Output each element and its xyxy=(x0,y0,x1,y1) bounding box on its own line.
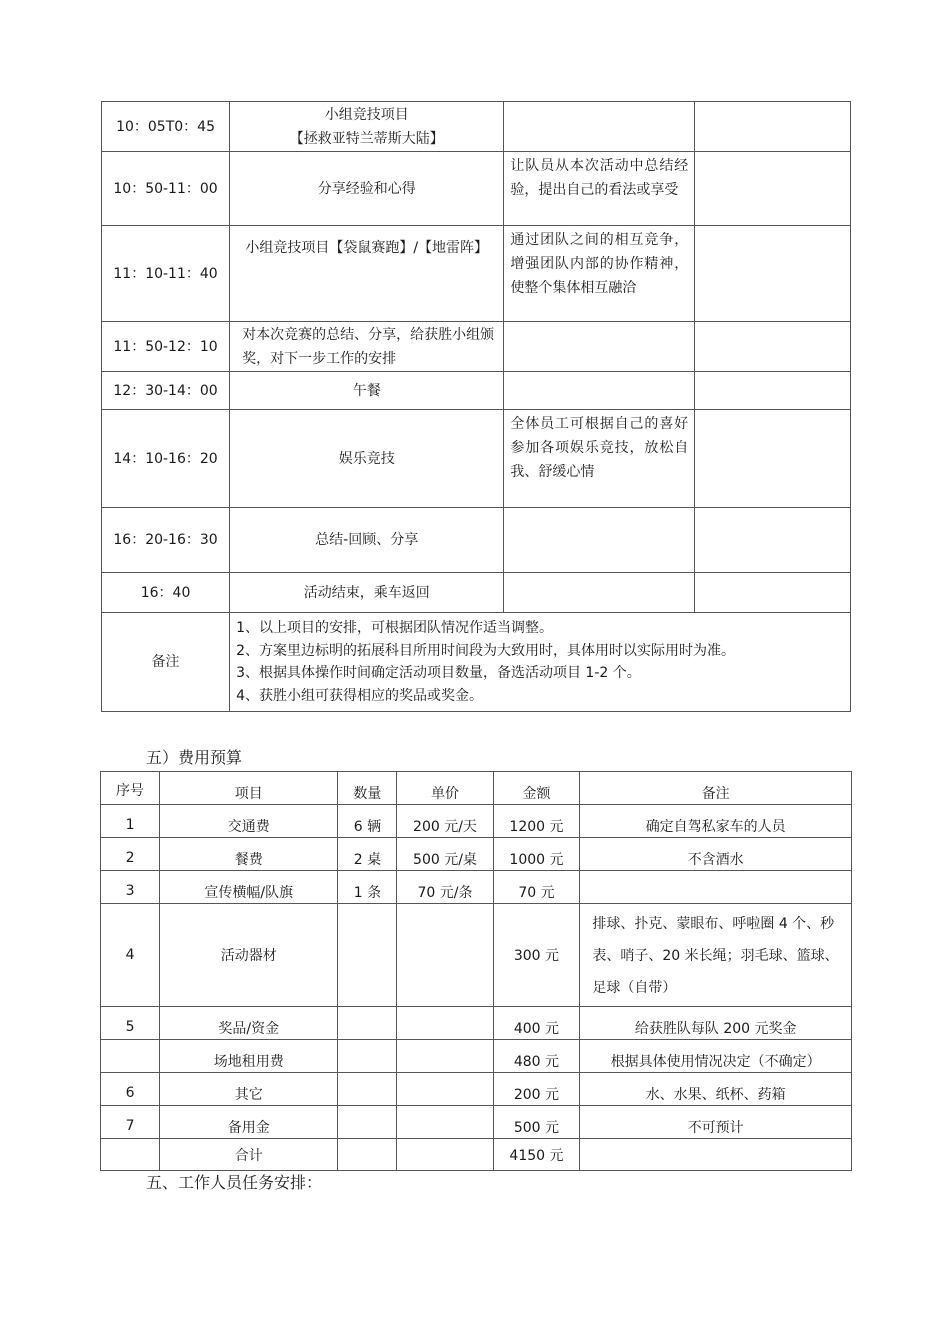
schedule-row xyxy=(102,152,851,226)
budget-item: 奖品/资金 xyxy=(160,1007,338,1040)
schedule-notes-row xyxy=(102,613,851,712)
budget-price: 70 元/条 xyxy=(397,871,493,904)
schedule-time: 14：10-16：20 xyxy=(102,410,230,508)
schedule-item xyxy=(230,102,504,152)
schedule-goal: 全体员工可根据自己的喜好参加各项娱乐竞技，放松自我、舒缓心情 xyxy=(504,410,695,508)
budget-no: 5 xyxy=(101,1007,160,1040)
schedule-item: 活动结束，乘车返回 xyxy=(230,573,504,613)
note-line: 4、获胜小组可获得相应的奖品或奖金。 xyxy=(236,687,483,704)
budget-amount: 1200 元 xyxy=(493,805,580,838)
budget-item: 备用金 xyxy=(160,1106,338,1139)
budget-price xyxy=(397,1106,493,1139)
budget-item: 场地租用费 xyxy=(160,1040,338,1073)
schedule-goal: 通过团队之间的相互竞争，增强团队内部的协作精神，使整个集体相互融洽 xyxy=(504,226,695,322)
notes-content xyxy=(230,613,851,712)
budget-qty xyxy=(338,1106,397,1139)
budget-table xyxy=(100,771,852,1171)
schedule-extra xyxy=(695,410,851,508)
schedule-goal xyxy=(504,322,695,372)
schedule-time: 12：30-14：00 xyxy=(102,372,230,410)
schedule-item: 午餐 xyxy=(230,372,504,410)
schedule-extra xyxy=(695,508,851,573)
budget-row xyxy=(101,838,852,871)
budget-row xyxy=(101,904,852,1007)
header-cell: 备注 xyxy=(580,772,852,805)
schedule-extra xyxy=(695,573,851,613)
note-line: 1、以上项目的安排，可根据团队情况作适当调整。 xyxy=(236,620,553,636)
schedule-item: 小组竞技项目【袋鼠赛跑】/【地雷阵】 xyxy=(230,226,504,322)
total-amount: 4150 元 xyxy=(493,1139,580,1171)
header-cell: 金额 xyxy=(493,772,580,805)
budget-row xyxy=(101,1007,852,1040)
budget-note: 根据具体使用情况决定（不确定） xyxy=(580,1040,852,1073)
schedule-goal xyxy=(504,573,695,613)
budget-item: 交通费 xyxy=(160,805,338,838)
budget-item: 宣传横幅/队旗 xyxy=(160,871,338,904)
budget-amount: 480 元 xyxy=(493,1040,580,1073)
budget-note: 给获胜队每队 200 元奖金 xyxy=(580,1007,852,1040)
budget-qty: 6 辆 xyxy=(338,805,397,838)
budget-no: 2 xyxy=(101,838,160,871)
budget-price xyxy=(397,1040,493,1073)
budget-qty xyxy=(338,904,397,1007)
budget-price xyxy=(397,904,493,1007)
budget-item: 餐费 xyxy=(160,838,338,871)
schedule-extra xyxy=(695,226,851,322)
budget-note: 水、水果、纸杯、药箱 xyxy=(580,1073,852,1106)
schedule-item-line: 小组竞技项目 xyxy=(324,106,409,123)
schedule-goal xyxy=(504,102,695,152)
note-line: 3、根据具体操作时间确定活动项目数量，备选活动项目 1-2 个。 xyxy=(236,665,641,681)
budget-note: 不可预计 xyxy=(580,1106,852,1139)
schedule-item: 娱乐竞技 xyxy=(230,410,504,508)
budget-note: 排球、扑克、蒙眼布、呼啦圈 4 个、秒表、哨子、20 米长绳；羽毛球、篮球、足球（自带） xyxy=(580,904,852,1007)
header-cell: 项目 xyxy=(160,772,338,805)
budget-amount: 200 元 xyxy=(493,1073,580,1106)
total-label: 合计 xyxy=(160,1139,338,1171)
header-cell: 单价 xyxy=(397,772,493,805)
budget-total-row xyxy=(101,1139,852,1171)
schedule-row xyxy=(102,226,851,322)
budget-note: 确定自驾私家车的人员 xyxy=(580,805,852,838)
schedule-time: 11：50-12：10 xyxy=(102,322,230,372)
budget-amount: 400 元 xyxy=(493,1007,580,1040)
budget-note: 不含酒水 xyxy=(580,838,852,871)
schedule-row xyxy=(102,102,851,152)
budget-price xyxy=(397,1073,493,1106)
total-empty xyxy=(397,1139,493,1171)
budget-amount: 500 元 xyxy=(493,1106,580,1139)
schedule-row xyxy=(102,508,851,573)
schedule-row xyxy=(102,322,851,372)
header-cell: 序号 xyxy=(101,772,160,805)
budget-row xyxy=(101,871,852,904)
budget-header-row xyxy=(101,772,852,805)
budget-item: 其它 xyxy=(160,1073,338,1106)
schedule-item: 总结-回顾、分享 xyxy=(230,508,504,573)
budget-item: 活动器材 xyxy=(160,904,338,1007)
schedule-extra xyxy=(695,102,851,152)
budget-qty: 1 条 xyxy=(338,871,397,904)
budget-no xyxy=(101,1040,160,1073)
budget-no: 4 xyxy=(101,904,160,1007)
budget-amount: 1000 元 xyxy=(493,838,580,871)
budget-amount: 300 元 xyxy=(493,904,580,1007)
budget-price: 200 元/天 xyxy=(397,805,493,838)
budget-heading: 五）费用预算 xyxy=(146,748,243,767)
schedule-item-line: 【拯救亚特兰蒂斯大陆】 xyxy=(289,130,444,147)
budget-amount: 70 元 xyxy=(493,871,580,904)
schedule-time: 11：10-11：40 xyxy=(102,226,230,322)
budget-no: 7 xyxy=(101,1106,160,1139)
schedule-extra xyxy=(695,372,851,410)
schedule-row xyxy=(102,410,851,508)
budget-no: 3 xyxy=(101,871,160,904)
total-empty xyxy=(580,1139,852,1171)
schedule-time: 16：40 xyxy=(102,573,230,613)
budget-no: 6 xyxy=(101,1073,160,1106)
schedule-item: 对本次竞赛的总结、分享，给获胜小组颁奖，对下一步工作的安排 xyxy=(230,322,504,372)
total-empty xyxy=(101,1139,160,1171)
schedule-time: 10：05T0：45 xyxy=(102,102,230,152)
budget-price xyxy=(397,1007,493,1040)
schedule-extra xyxy=(695,152,851,226)
budget-row xyxy=(101,1073,852,1106)
budget-qty xyxy=(338,1007,397,1040)
notes-label: 备注 xyxy=(102,613,230,712)
budget-no: 1 xyxy=(101,805,160,838)
schedule-goal: 让队员从本次活动中总结经验，提出自己的看法或享受 xyxy=(504,152,695,226)
staff-heading: 五、工作人员任务安排： xyxy=(146,1173,323,1192)
schedule-extra xyxy=(695,322,851,372)
budget-price: 500 元/桌 xyxy=(397,838,493,871)
budget-row xyxy=(101,1106,852,1139)
schedule-row xyxy=(102,573,851,613)
budget-qty xyxy=(338,1073,397,1106)
budget-note xyxy=(580,871,852,904)
schedule-time: 10：50-11：00 xyxy=(102,152,230,226)
note-line: 2、方案里边标明的拓展科目所用时间段为大致用时，具体用时以实际用时为准。 xyxy=(236,642,735,659)
budget-row xyxy=(101,805,852,838)
schedule-table xyxy=(101,101,851,712)
header-cell: 数量 xyxy=(338,772,397,805)
schedule-time: 16：20-16：30 xyxy=(102,508,230,573)
budget-qty xyxy=(338,1040,397,1073)
schedule-goal xyxy=(504,372,695,410)
schedule-goal xyxy=(504,508,695,573)
budget-row xyxy=(101,1040,852,1073)
total-empty xyxy=(338,1139,397,1171)
budget-qty: 2 桌 xyxy=(338,838,397,871)
schedule-row xyxy=(102,372,851,410)
schedule-item: 分享经验和心得 xyxy=(230,152,504,226)
